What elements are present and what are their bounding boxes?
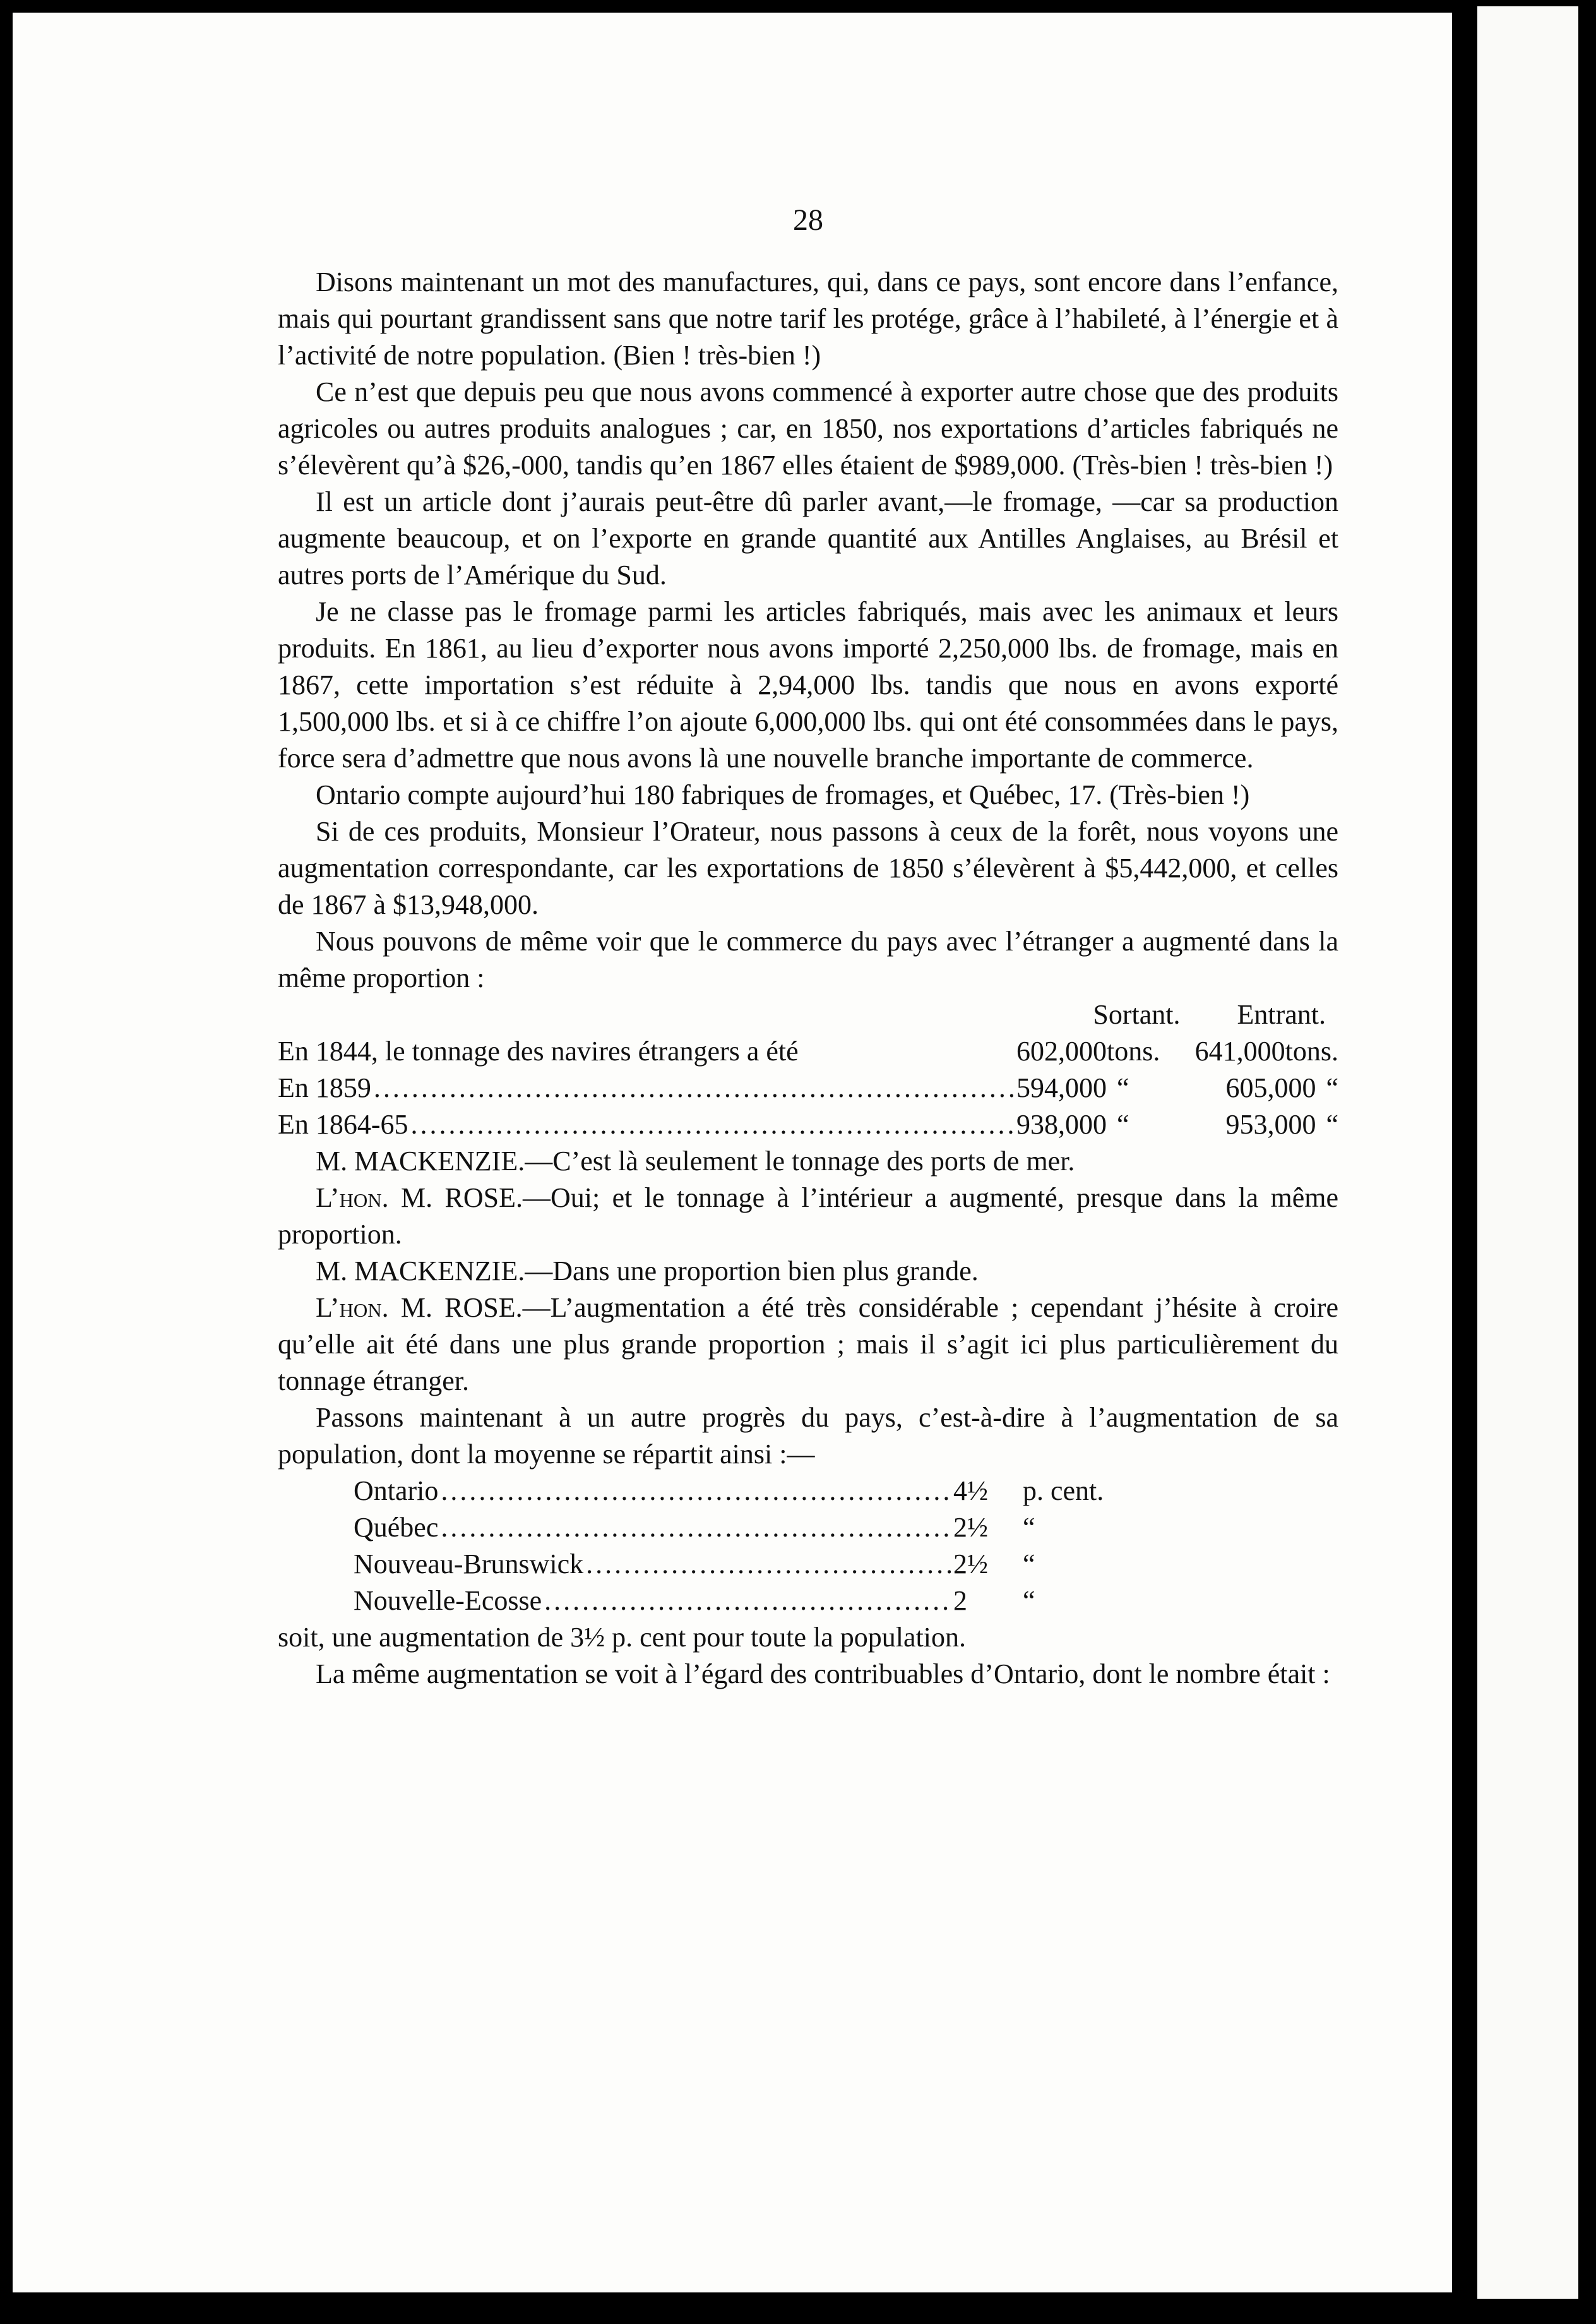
leader-dots <box>441 1473 951 1509</box>
leader-dots <box>586 1546 951 1583</box>
row-unit: “ <box>1023 1585 1035 1616</box>
table-row <box>354 1583 1124 1619</box>
paragraph: Nous pouvons de même voir que le commerce du pays avec l’étranger a augmenté dans la même proportion : <box>278 926 1338 993</box>
row-out: 938,000 “ <box>1016 1109 1129 1140</box>
row-out: 594,000 “ <box>1016 1072 1129 1103</box>
leader-dots <box>374 1070 1014 1106</box>
table-row <box>354 1473 1124 1509</box>
table-row <box>354 1509 1124 1546</box>
document-page <box>6 6 1458 2299</box>
leader-dots <box>441 1509 951 1546</box>
row-in: 953,000 “ <box>1225 1109 1338 1140</box>
paragraph: Il est un article dont j’aurais peut-être dû parler avant,—le fromage, —car sa production augmente beaucoup, et on l’exporte en grande quantité aux Antilles Anglaises, au Brésil et autres ports de l’Amérique du Sud. <box>278 486 1338 590</box>
row-label: Nouvelle-Ecosse <box>354 1585 542 1616</box>
row-unit: p. cent. <box>1023 1475 1104 1506</box>
speaker: M. MACKENZIE. <box>316 1146 525 1177</box>
table-row <box>278 1070 1338 1106</box>
row-value: 2 <box>953 1585 967 1616</box>
dialogue-line: M. MACKENZIE.—Dans une proportion bien plus grande. <box>316 1255 979 1286</box>
row-label: Nouveau-Brunswick <box>354 1548 584 1579</box>
dialogue-line: L’hon. M. ROSE.—L’augmentation a été très considérable ; cependant j’hésite à croire qu’elle ait été dans une plus grande proportion ; mais il s’agit ici plus particulièrement du tonnage étranger. <box>278 1292 1338 1396</box>
row-label: En 1864-65 <box>278 1109 408 1140</box>
speaker: L’hon. M. ROSE. <box>316 1292 523 1323</box>
row-value: 4½ <box>953 1475 988 1506</box>
table-row <box>354 1546 1124 1583</box>
population-table <box>278 1473 1338 1619</box>
header-out: Sortant. <box>1093 999 1181 1030</box>
paragraph: La même augmentation se voit à l’égard des contribuables d’Ontario, dont le nombre était : <box>316 1658 1330 1689</box>
paragraph: Ce n’est que depuis peu que nous avons commencé à exporter autre chose que des produits agricoles ou autres produits analogues ; car, en 1850, nos exportations d’articles fabriqués ne s’élevèrent qu’à $26,-000, tandis qu’en 1867 elles étaient de $989,000. (Très-bien ! très-bien !) <box>278 376 1338 481</box>
page-number: 28 <box>793 203 823 237</box>
dialogue-line: L’hon. M. ROSE.—Oui; et le tonnage à l’intérieur a augmenté, presque dans la même proportion. <box>278 1182 1338 1250</box>
leader-dots <box>411 1106 1014 1143</box>
tonnage-table <box>278 997 1338 1143</box>
paragraph: Ontario compte aujourd’hui 180 fabriques de fromages, et Québec, 17. (Très-bien !) <box>316 779 1250 810</box>
paragraph: Je ne classe pas le fromage parmi les articles fabriqués, mais avec les animaux et leurs produits. En 1861, au lieu d’exporter nous avons importé 2,250,000 lbs. de fromage, mais en 1867, cette importation s’est réduite à 2,94,000 lbs. tandis que nous en avons exporté 1,500,000 lbs. et si à ce chiffre l’on ajoute 6,000,000 lbs. qui ont été consommées dans le pays, force sera d’admettre que nous avons là une nouvelle branche importante de commerce. <box>278 596 1338 774</box>
row-value: 2½ <box>953 1512 988 1543</box>
tonnage-table-header <box>278 997 1338 1033</box>
speaker: L’hon. M. ROSE. <box>316 1182 523 1213</box>
paragraph: Passons maintenant à un autre progrès du pays, c’est-à-dire à l’augmentation de sa population, dont la moyenne se répartit ainsi :— <box>278 1402 1338 1470</box>
leader-dots <box>544 1583 951 1619</box>
row-label: Québec <box>354 1512 439 1543</box>
row-unit: “ <box>1023 1548 1035 1579</box>
page-text <box>278 202 1338 1692</box>
speaker: M. MACKENZIE. <box>316 1255 525 1286</box>
row-label: En 1859 <box>278 1072 371 1103</box>
paragraph: Si de ces produits, Monsieur l’Orateur, nous passons à ceux de la forêt, nous voyons une augmentation correspondante, car les exportations de 1850 s’élevèrent à $5,442,000, et celles de 1867 à $13,948,000. <box>278 816 1338 920</box>
table-row <box>278 1106 1338 1143</box>
row-out: 602,000tons. <box>1016 1036 1160 1067</box>
row-in: 641,000tons. <box>1194 1036 1338 1067</box>
adjacent-page-edge <box>1471 6 1578 2299</box>
row-unit: “ <box>1023 1512 1035 1543</box>
row-label: En 1844, le tonnage des navires étrangers a été <box>278 1036 799 1067</box>
row-label: Ontario <box>354 1475 439 1506</box>
row-value: 2½ <box>953 1548 988 1579</box>
paragraph: Disons maintenant un mot des manufactures, qui, dans ce pays, sont encore dans l’enfance, mais qui pourtant grandissent sans que notre tarif les protége, grâce à l’habileté, à l’énergie et à l’activité de notre population. (Bien ! très-bien !) <box>278 267 1338 371</box>
table-row <box>278 1033 1338 1070</box>
dialogue-line: M. MACKENZIE.—C’est là seulement le tonnage des ports de mer. <box>316 1146 1075 1177</box>
header-in: Entrant. <box>1237 999 1326 1030</box>
row-in: 605,000 “ <box>1225 1072 1338 1103</box>
paragraph: soit, une augmentation de 3½ p. cent pour toute la population. <box>278 1622 966 1653</box>
